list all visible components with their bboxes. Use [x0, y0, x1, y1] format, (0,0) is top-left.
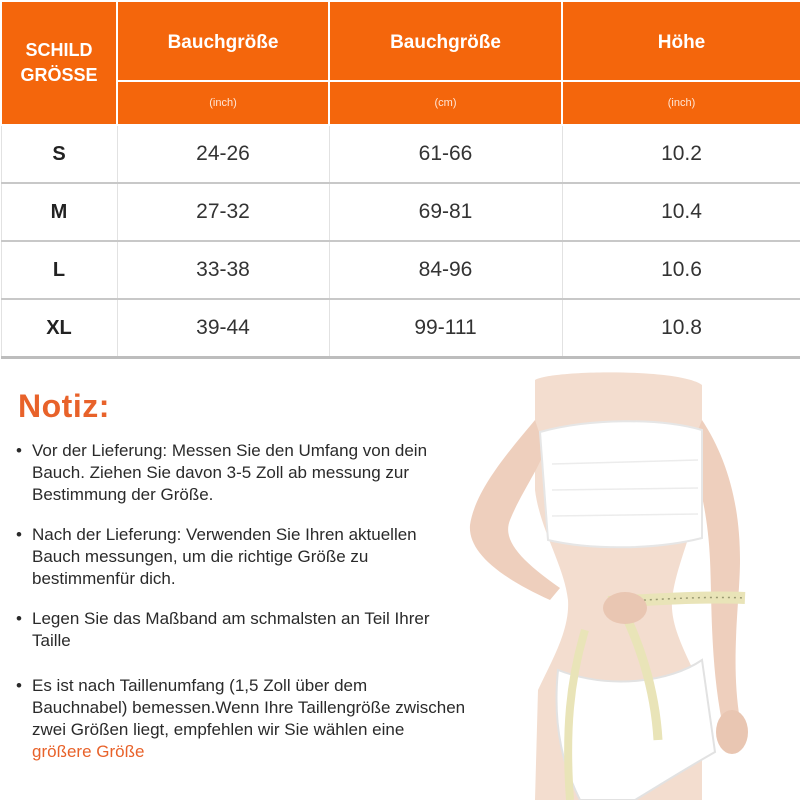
model-measuring-waist-illustration [440, 360, 800, 800]
col-header-waist-inch: Bauchgröße [117, 1, 329, 81]
bullet: • [16, 609, 22, 628]
size-cell: XL [1, 299, 117, 358]
waist-inch-cell: 33-38 [117, 241, 329, 299]
hand-right [716, 710, 748, 754]
bullet: • [16, 525, 22, 544]
hand-left [603, 592, 647, 624]
size-chart-table [0, 0, 800, 359]
bullet: • [16, 441, 22, 460]
waist-inch-cell: 27-32 [117, 183, 329, 241]
table-row [1, 299, 800, 358]
unit-cm: (cm) [329, 81, 562, 125]
note-text: Es ist nach Taillenumfang (1,5 Zoll über dem Bauchnabel) bemessen.Wenn Ihre Taillengröße zwischen zwei Größen liegt, empfehlen wir Sie wählen eine [32, 676, 466, 739]
waist-cm-cell: 84-96 [329, 241, 562, 299]
note-item [16, 675, 466, 763]
note-text: Nach der Lieferung: Verwenden Sie Ihren aktuellen Bauch messungen, um die richtige Größe zu bestimmenfür dich. [32, 525, 417, 588]
col-header-height: Höhe [562, 1, 800, 81]
height-cell: 10.2 [562, 125, 800, 183]
table-row [1, 183, 800, 241]
waist-inch-cell: 24-26 [117, 125, 329, 183]
bullet: • [16, 676, 22, 695]
size-label-header [1, 1, 117, 125]
size-label-line2: GRÖSSE [20, 65, 98, 85]
note-highlight: größere Größe [32, 742, 145, 761]
size-label-line1: SCHILD [25, 40, 93, 60]
waist-cm-cell: 99-111 [329, 299, 562, 358]
unit-inch: (inch) [117, 81, 329, 125]
waist-cm-cell: 61-66 [329, 125, 562, 183]
size-cell: M [1, 183, 117, 241]
size-cell: S [1, 125, 117, 183]
unit-height-inch: (inch) [562, 81, 800, 125]
note-item [16, 608, 466, 675]
note-item [16, 440, 466, 524]
notes-title: Notiz: [18, 388, 110, 424]
size-cell: L [1, 241, 117, 299]
note-item [16, 524, 466, 608]
note-text: Vor der Lieferung: Messen Sie den Umfang von dein Bauch. Ziehen Sie davon 3-5 Zoll ab messung zur Bestimmung der Größe. [32, 441, 428, 504]
table-row [1, 241, 800, 299]
height-cell: 10.4 [562, 183, 800, 241]
height-cell: 10.8 [562, 299, 800, 358]
waist-inch-cell: 39-44 [117, 299, 329, 358]
table-row [1, 125, 800, 183]
note-text: Legen Sie das Maßband am schmalsten an Teil Ihrer Taille [32, 609, 430, 650]
notes-list [16, 440, 466, 763]
bandeau-top [540, 421, 702, 547]
col-header-waist-cm: Bauchgröße [329, 1, 562, 81]
waist-cm-cell: 69-81 [329, 183, 562, 241]
height-cell: 10.6 [562, 241, 800, 299]
